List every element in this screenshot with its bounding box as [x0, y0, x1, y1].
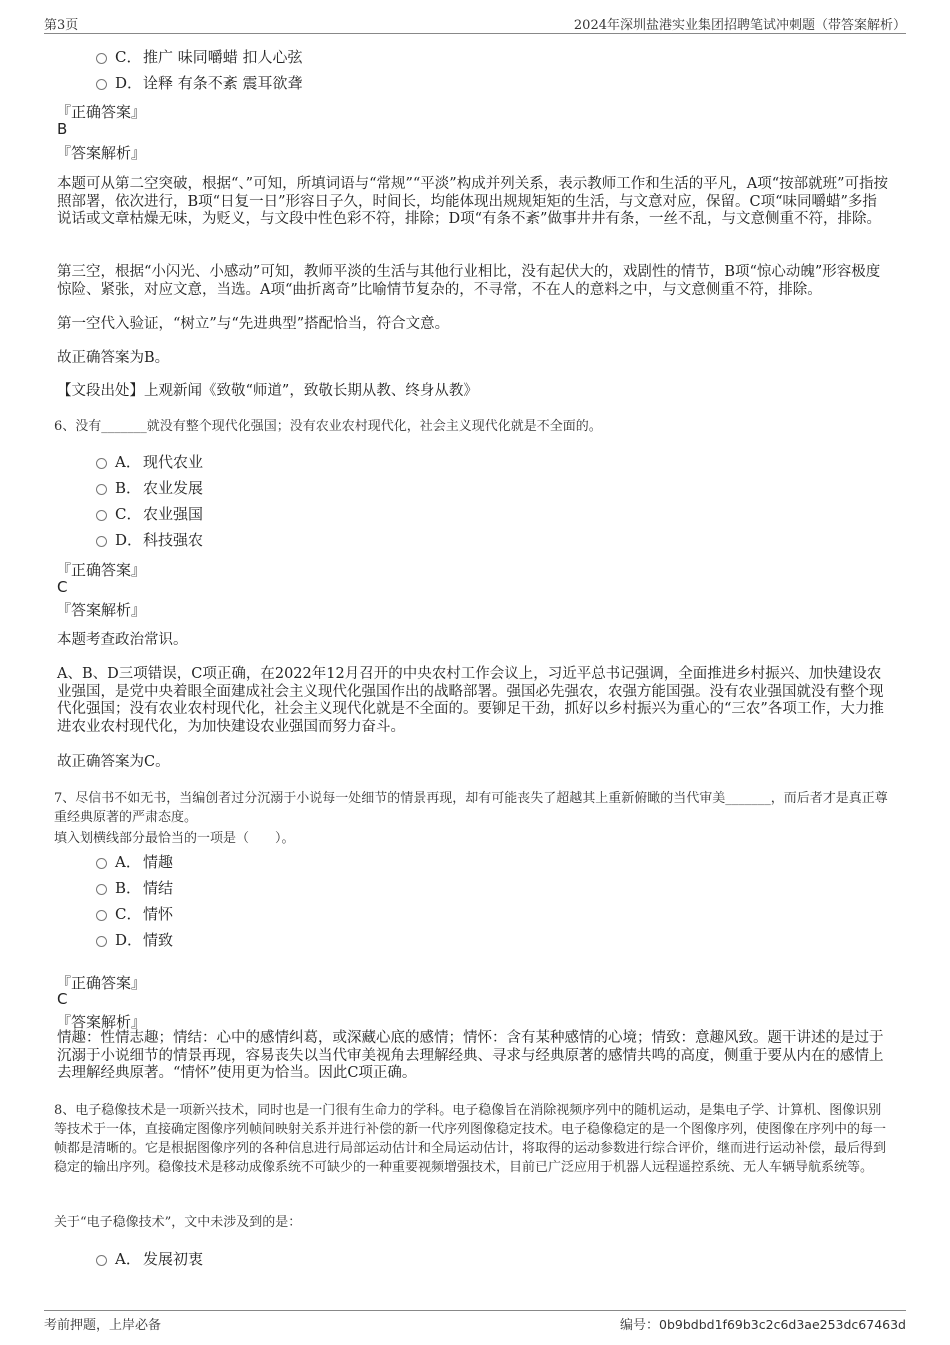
footer-slogan: 考前押题，上岸必备	[44, 1318, 162, 1333]
correct-answer-label: 『正确答案』	[56, 103, 147, 121]
radio-icon[interactable]	[96, 458, 107, 469]
question-prompt: 关于“电子稳像技术”，文中未涉及到的是：	[54, 1215, 302, 1230]
analysis-paragraph: 第三空，根据“小闪光、小感动”可知，教师平淡的生活与其他行业相比，没有起伏大的，戏剧性的情节，B项“惊心动魄”形容极度惊险、紧张，对应文意，当选。A项“曲折离奇”比喻情节复杂的，不寻常，不在人的意料之中，与文意侧重不符，排除。	[57, 264, 881, 298]
option-b[interactable]: B． 情结	[96, 879, 173, 897]
radio-icon[interactable]	[96, 484, 107, 495]
analysis-label: 『答案解析』	[56, 144, 147, 162]
radio-icon[interactable]	[96, 536, 107, 547]
radio-icon[interactable]	[96, 910, 107, 921]
source-citation: 【文段出处】上观新闻《致敬“师道”，致敬长期从教、终身从教》	[57, 383, 478, 399]
radio-icon[interactable]	[96, 53, 107, 64]
document-title: 2024年深圳盐港实业集团招聘笔试冲刺题（带答案解析）	[573, 18, 906, 33]
question-stem: 7、尽信书不如无书，当编创者过分沉溺于小说每一处细节的情景再现，却有可能丧失了超越其上重新俯瞰的当代审美_______，而后者才是真正尊重经典原著的严肃态度。	[54, 791, 888, 825]
option-c[interactable]: C． 情怀	[96, 905, 173, 923]
option-c[interactable]: C． 推广 味同嚼蜡 扣人心弦	[96, 48, 303, 66]
option-d[interactable]: D．情致	[96, 931, 173, 949]
option-a[interactable]: A． 发展初衷	[96, 1250, 203, 1268]
option-a[interactable]: A． 现代农业	[96, 453, 203, 471]
radio-icon[interactable]	[96, 79, 107, 90]
correct-answer-value: C	[57, 578, 68, 596]
page-number: 第3页	[44, 18, 79, 33]
analysis-conclusion: 故正确答案为C。	[57, 754, 170, 770]
option-a[interactable]: A． 情趣	[96, 853, 173, 871]
correct-answer-value: B	[57, 120, 68, 138]
radio-icon[interactable]	[96, 1255, 107, 1266]
analysis-conclusion: 故正确答案为B。	[57, 350, 170, 366]
analysis-paragraph: A、B、D三项错误，C项正确，在2022年12月召开的中央农村工作会议上，习近平总书记强调，全面推进乡村振兴、加快建设农业强国，是党中央着眼全面建成社会主义现代化强国作出的战略部署。强国必先强农，农强方能国强。没有农业强国就没有整个现代化强国；没有农业农村现代化，社会主义现代化就是不全面的。要铆足干劲，抓好以乡村振兴为重心的“三农”各项工作，大力推进农业农村现代化，为加快建设农业强国而努力奋斗。	[57, 666, 884, 735]
analysis-label: 『答案解析』	[56, 1013, 147, 1031]
option-c[interactable]: C． 农业强国	[96, 505, 203, 523]
option-d[interactable]: D．诠释 有条不紊 震耳欲聋	[96, 74, 303, 92]
radio-icon[interactable]	[96, 936, 107, 947]
document-code: 编号：0b9bdbd1f69b3c2c6d3ae253dc67463d	[620, 1317, 906, 1333]
analysis-paragraph: 本题可从第二空突破，根据“、”可知，所填词语与“常规”“平淡”构成并列关系，表示教师工作和生活的平凡，A项“按部就班”可指按照部署，依次进行，B项“日复一日”形容日子久，时间长，均能体现出规规矩矩的生活，与文意对应，保留。C项“味同嚼蜡”多指说话或文章枯燥无味，为贬义，与文段中性色彩不符，排除；D项“有条不紊”做事井井有条，一丝不乱，与文意侧重不符，排除。	[57, 176, 889, 227]
correct-answer-label: 『正确答案』	[56, 561, 147, 579]
option-d[interactable]: D．科技强农	[96, 531, 203, 549]
analysis-paragraph: 本题考查政治常识。	[57, 632, 188, 648]
question-stem: 6、没有_______就没有整个现代化强国；没有农业农村现代化，社会主义现代化就是不全面的。	[54, 419, 602, 434]
correct-answer-value: C	[57, 990, 68, 1008]
header-divider	[44, 33, 906, 34]
question-prompt: 填入划横线部分最恰当的一项是（ ）。	[54, 831, 295, 846]
option-b[interactable]: B． 农业发展	[96, 479, 203, 497]
analysis-paragraph: 第一空代入验证，“树立”与“先进典型”搭配恰当，符合文意。	[57, 316, 450, 332]
radio-icon[interactable]	[96, 858, 107, 869]
radio-icon[interactable]	[96, 510, 107, 521]
radio-icon[interactable]	[96, 884, 107, 895]
analysis-paragraph: 情趣：性情志趣；情结：心中的感情纠葛，或深藏心底的感情；情怀：含有某种感情的心境；情致：意趣风致。题干讲述的是过于沉溺于小说细节的情景再现，容易丧失以当代审美视角去理解经典、寻求与经典原著的感情共鸣的高度，侧重于要从内在的感情上去理解经典原著。“情怀”使用更为恰当。因此C项正确。	[57, 1030, 884, 1081]
footer-divider	[44, 1310, 906, 1311]
correct-answer-label: 『正确答案』	[56, 974, 147, 992]
analysis-label: 『答案解析』	[56, 601, 147, 619]
question-stem: 8、电子稳像技术是一项新兴技术，同时也是一门很有生命力的学科。电子稳像旨在消除视频序列中的随机运动，是集电子学、计算机、图像识别等技术于一体，直接确定图像序列帧间映射关系并进行补偿的新一代序列图像稳定技术。电子稳像稳定的是一个图像序列，使图像在序列中的每一帧都是清晰的。它是根据图像序列的各种信息进行局部运动估计和全局运动估计，将取得的运动参数进行综合评价，继而进行运动补偿，最后得到稳定的输出序列。稳像技术是移动成像系统不可缺少的一种重要视频增强技术，目前已广泛应用于机器人远程遥控系统、无人车辆导航系统等。	[54, 1103, 887, 1175]
